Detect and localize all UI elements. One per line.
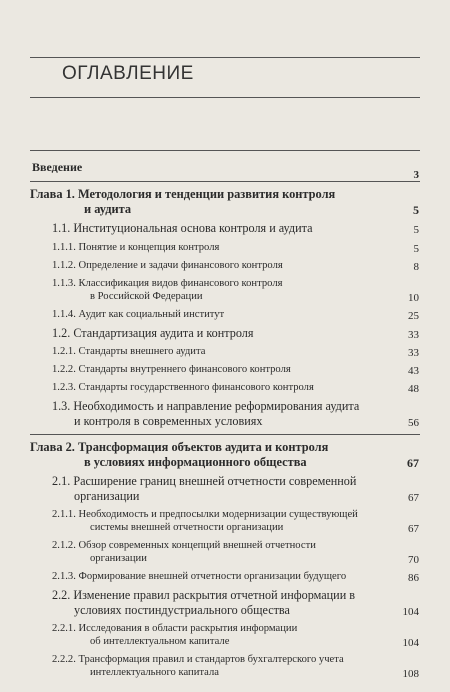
chapter-1-items bbox=[30, 218, 420, 430]
toc-entry-page: 67 bbox=[408, 523, 419, 535]
toc-entry-line2: организации bbox=[74, 488, 140, 503]
toc-entry-line1: 1.2.2. Стандарты внутреннего финансового контроля bbox=[52, 364, 291, 375]
toc-entry-line1: 1.1.4. Аудит как социальный институт bbox=[52, 308, 225, 320]
toc-entry-line1: 2.2.2. Трансформация правил и стандартов бухгалтерского учета bbox=[52, 654, 344, 665]
toc-entry-page: 104 bbox=[402, 637, 419, 649]
toc-section bbox=[30, 396, 420, 430]
toc-entry-page: 5 bbox=[413, 242, 419, 255]
toc-subsection bbox=[30, 256, 420, 274]
toc-entry-page: 10 bbox=[408, 291, 419, 304]
toc-entry-page: 5 bbox=[413, 203, 419, 217]
toc-entry-page: 48 bbox=[408, 383, 419, 395]
toc-entry-line1: 1.1. Институциональная основа контроля и аудита bbox=[52, 221, 313, 235]
toc-entry-title bbox=[30, 653, 386, 679]
toc-entry-line1: 1.1.3. Классификация видов финансового контроля bbox=[52, 277, 283, 289]
toc-entry-title bbox=[30, 221, 386, 236]
toc-subsection bbox=[30, 274, 420, 305]
toc-entry-title bbox=[30, 308, 386, 321]
toc-entry-page: 56 bbox=[408, 416, 419, 429]
toc-entry-line1: 1.1.1. Понятие и концепция контроля bbox=[52, 241, 220, 253]
toc-section bbox=[30, 585, 420, 619]
toc-entry-title bbox=[30, 241, 386, 254]
toc-entry-line2: интеллектуального капитала bbox=[90, 667, 219, 678]
toc-entry-title bbox=[30, 508, 386, 534]
toc-entry-line1: 2.1. Расширение границ внешней отчетности современной bbox=[52, 474, 357, 488]
toc-chapter-1 bbox=[30, 182, 420, 218]
toc-entry-line1: 2.1.2. Обзор современных концепций внешней отчетности bbox=[52, 540, 316, 551]
toc-entry-line2: в Российской Федерации bbox=[90, 290, 203, 302]
toc-entry-page: 3 bbox=[413, 169, 419, 181]
toc-entry-page: 8 bbox=[413, 260, 419, 273]
toc-entry-line2: и контроля в современных условиях bbox=[74, 413, 263, 428]
toc-entry-title bbox=[30, 570, 386, 583]
toc-entry-title bbox=[30, 363, 386, 376]
toc-subsection bbox=[30, 342, 420, 360]
toc-entry-page: 5 bbox=[413, 224, 419, 236]
toc-entry-title bbox=[30, 539, 386, 565]
chapter-title-line1: Глава 2. Трансформация объектов аудита и контроля bbox=[30, 440, 329, 454]
chapter-title-line2: и аудита bbox=[84, 202, 132, 216]
toc-subsection bbox=[30, 360, 420, 378]
toc-entry-introduction bbox=[30, 151, 420, 181]
toc-chapter-2 bbox=[30, 435, 420, 471]
toc-subsection bbox=[30, 305, 420, 323]
toc-entry-line1: 1.1.2. Определение и задачи финансового контроля bbox=[52, 259, 283, 271]
chapter-title bbox=[30, 187, 386, 217]
toc-entry-page: 70 bbox=[408, 554, 419, 566]
toc-entry-title bbox=[30, 326, 386, 341]
toc-entry-line1: 1.2. Стандартизация аудита и контроля bbox=[52, 325, 254, 340]
toc-entry-title bbox=[30, 381, 386, 394]
toc-entry-title bbox=[30, 622, 386, 648]
toc-entry-title bbox=[30, 259, 386, 272]
toc-entry-line1: 1.2.3. Стандарты государственного финансового контроля bbox=[52, 382, 314, 393]
toc-entry-line1: 2.2.1. Исследования в области раскрытия информации bbox=[52, 623, 298, 634]
toc-entry-line1: 2.1.3. Формирование внешней отчетности организации будущего bbox=[52, 571, 347, 582]
page-title: ОГЛАВЛЕНИЕ bbox=[62, 63, 194, 84]
toc-entry-title bbox=[30, 474, 386, 503]
toc-entry-line2: организации bbox=[90, 553, 147, 564]
toc-section bbox=[30, 471, 420, 505]
toc-entry-line2: об интеллектуальном капитале bbox=[90, 636, 230, 647]
chapter-title-line1: Глава 1. Методология и тенденции развития контроля bbox=[30, 187, 336, 201]
toc-entry-line1: 2.1.1. Необходимость и предпосылки модернизации существующей bbox=[52, 509, 358, 520]
title-rule bbox=[30, 97, 420, 98]
toc-section bbox=[30, 218, 420, 238]
toc-entry-page: 25 bbox=[408, 309, 419, 322]
toc-entry-title bbox=[30, 399, 386, 428]
chapter-2-items bbox=[30, 471, 420, 681]
toc-entry-line2: условиях постиндустриального общества bbox=[74, 602, 290, 617]
toc-subsection bbox=[30, 650, 420, 681]
toc-entry-page: 108 bbox=[402, 668, 419, 680]
toc-entry-page: 67 bbox=[407, 456, 419, 470]
toc-entry-line1: 2.2. Изменение правил раскрытия отчетной информации в bbox=[52, 588, 356, 602]
toc-subsection bbox=[30, 238, 420, 256]
chapter-title-line2: в условиях информационного общества bbox=[84, 455, 307, 469]
table-of-contents bbox=[30, 150, 420, 681]
toc-subsection bbox=[30, 619, 420, 650]
toc-entry-page: 104 bbox=[402, 605, 419, 618]
toc-subsection bbox=[30, 505, 420, 536]
chapter-title bbox=[30, 440, 386, 470]
toc-entry-page: 33 bbox=[408, 328, 419, 341]
toc-subsection bbox=[30, 536, 420, 567]
toc-entry-page: 67 bbox=[408, 491, 419, 504]
toc-entry-line1: 1.2.1. Стандарты внешнего аудита bbox=[52, 346, 206, 357]
toc-entry-title bbox=[30, 345, 386, 358]
toc-entry-page: 33 bbox=[408, 347, 419, 359]
toc-entry-label: Введение bbox=[32, 160, 83, 174]
toc-entry-page: 86 bbox=[408, 572, 419, 584]
toc-entry-line1: 1.3. Необходимость и направление реформирования аудита bbox=[52, 399, 360, 413]
toc-entry-line2: системы внешней отчетности организации bbox=[90, 522, 284, 533]
toc-entry-page: 43 bbox=[408, 365, 419, 377]
top-rule bbox=[30, 57, 420, 58]
toc-section bbox=[30, 323, 420, 343]
toc-entry-title bbox=[30, 588, 386, 617]
toc-subsection bbox=[30, 567, 420, 585]
toc-entry-title bbox=[30, 277, 386, 303]
toc-subsection bbox=[30, 378, 420, 396]
